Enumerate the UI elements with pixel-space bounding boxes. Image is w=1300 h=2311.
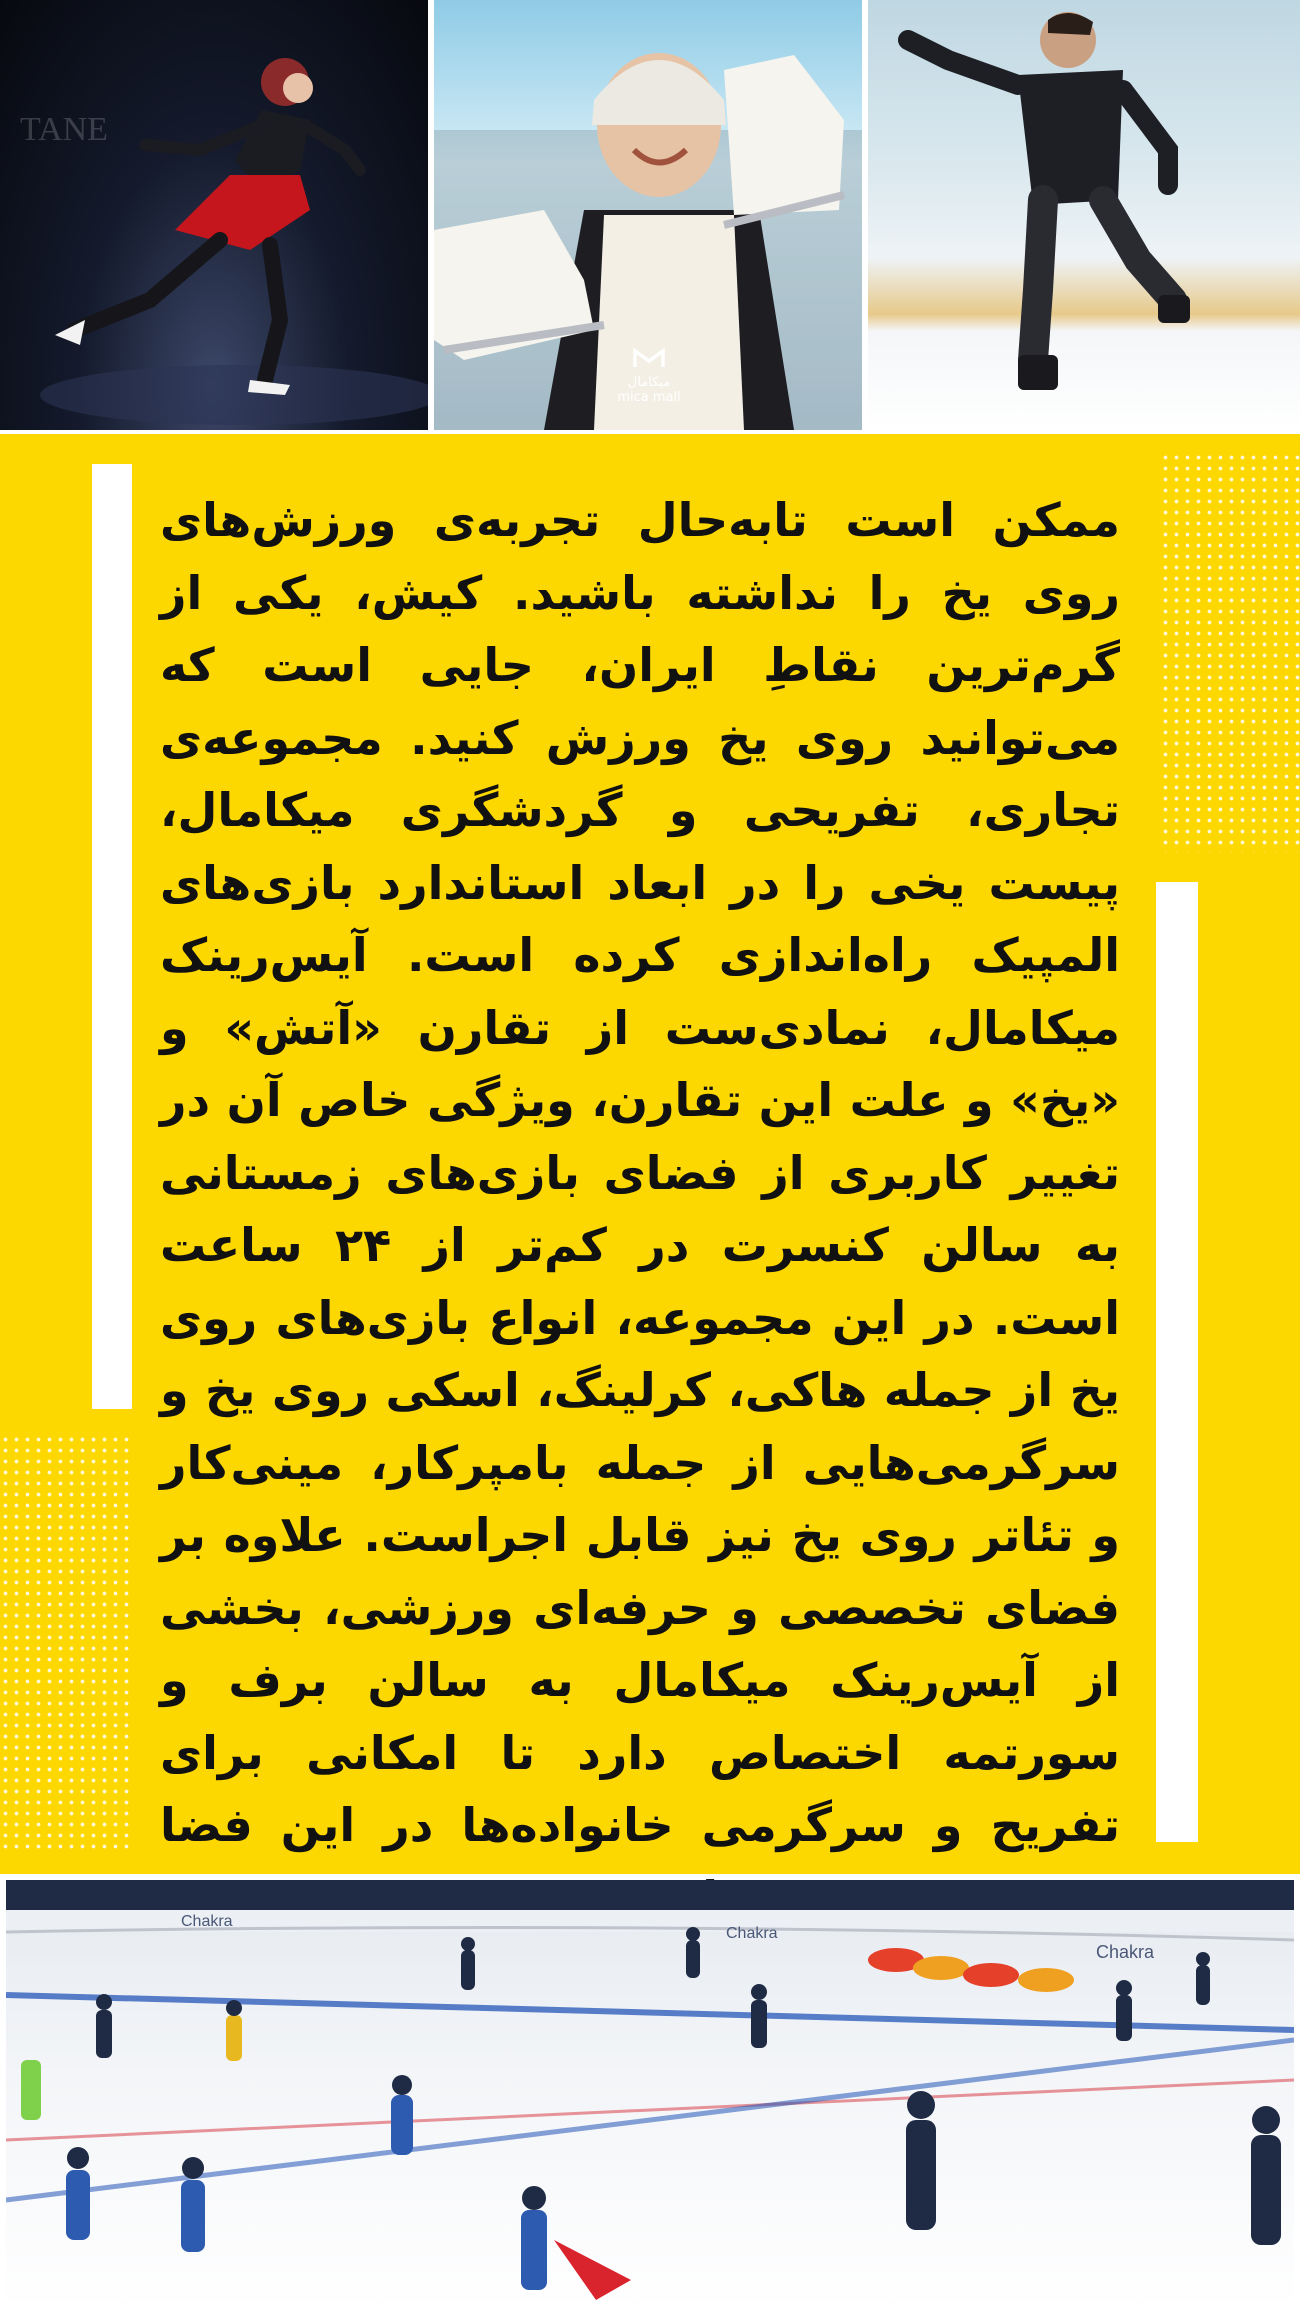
dot-pattern-top-right (1160, 452, 1300, 852)
photo-man-skating (868, 0, 1300, 430)
photo-woman-with-skates (434, 0, 862, 430)
mica-mall-logo-en: mica mall (617, 390, 681, 405)
mica-mall-logo (604, 345, 694, 405)
photo-figure-skater (0, 0, 428, 430)
article-panel (0, 434, 1300, 1874)
photo-ice-rink (6, 1880, 1294, 2311)
man-skating-illustration (868, 0, 1300, 430)
article-body: ممکن است تابه‌حال تجربه‌ی ورزش‌های روی یخ را نداشته باشید. کیش، یکی از گرم‌ترین نقاطِ ایران، جایی است که می‌توانید روی یخ ورزش کنید. مجموعه‌ی تجاری، تفریحی و گردشگری میکامال، پیست یخی را در ابعاد استاندارد بازی‌های المپیک راه‌اندازی کرده است. آیس‌رینک میکامال، نمادی‌ست از تقارن «آتش» و «یخ» و علت این تقارن، ویژگی خاص آن در تغییر کاربری از فضای بازی‌های زمستانی به سالن کنسرت در کم‌تر از ۲۴ ساعت است. در این مجموعه، انواع بازی‌های روی یخ از جمله هاکی، کرلینگ، اسکی روی یخ و سرگرمی‌هایی از جمله بامپرکار، مینی‌کار و تئاتر روی یخ نیز قابل اجراست. علاوه بر فضای تخصصی و حرفه‌ای ورزشی، بخشی از آیس‌رینک میکامال به سالن برف و سورتمه اختصاص دارد تا امکانی برای تفریح و سرگرمی خانواده‌ها در این فضا (160, 493, 1120, 1852)
banner-text-3: Chakra (1096, 1942, 1155, 1962)
banner-text-1: Chakra (181, 1913, 233, 1930)
mica-mall-logo-icon (632, 345, 666, 371)
svg-text:TANE: TANE (20, 111, 108, 148)
mica-mall-logo-fa: میکامال (627, 375, 671, 390)
figure-skater-illustration (0, 0, 428, 430)
ice-rink-illustration (6, 1880, 1294, 2311)
banner-text-2: Chakra (726, 1925, 778, 1942)
dot-pattern-bottom-left (0, 1434, 135, 1854)
decorative-bar-left (92, 464, 132, 1409)
decorative-bar-right (1156, 882, 1198, 1842)
